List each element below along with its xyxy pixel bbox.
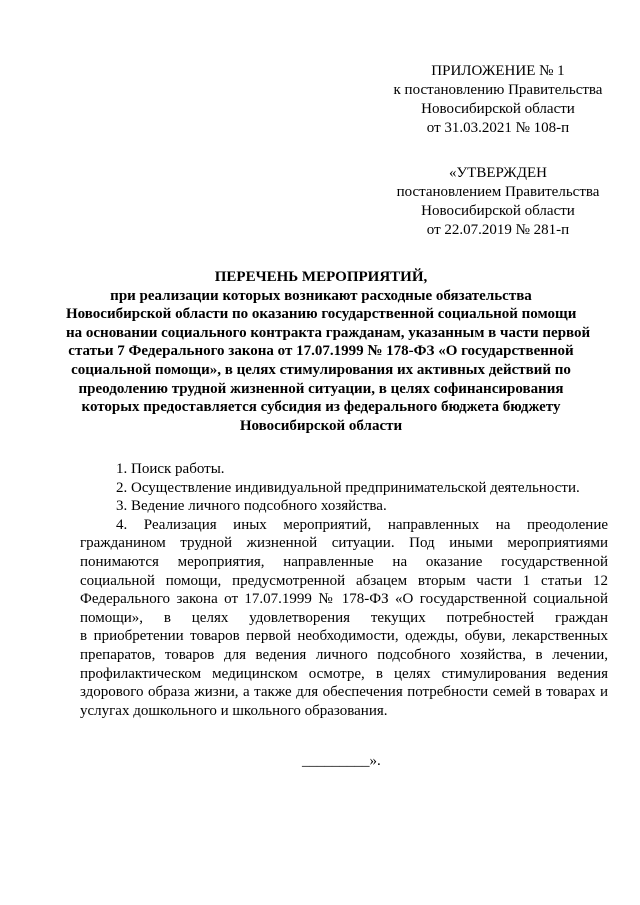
title-line: социальной помощи», в целях стимулирования их активных действий по (71, 361, 571, 378)
approved-region-line: Новосибирской области (421, 203, 575, 219)
list-item-4-line: понимаются мероприятия, направленные на оказание государственной (80, 553, 608, 570)
appendix-stamp (388, 62, 608, 138)
title-line: статьи 7 Федерального закона от 17.07.1999 № 178-ФЗ «О государственной (68, 343, 574, 360)
title-line: преодолению трудной жизненной ситуации, в целях софинансирования (78, 380, 564, 397)
title-heading: ПЕРЕЧЕНЬ МЕРОПРИЯТИЙ, (214, 269, 428, 285)
list-item-4 (80, 516, 608, 721)
approved-resolution-line: постановлением Правительства (396, 184, 600, 200)
list-item-4-line: помощи», в целях удовлетворения текущих потребностей граждан (80, 609, 608, 626)
appendix-date-line: от 31.03.2021 № 108-п (426, 120, 570, 136)
title-line: Новосибирской области (239, 417, 403, 434)
list-item-4-line: 4. Реализация иных мероприятий, направленных на преодоление (116, 516, 608, 533)
title-line: на основании социального контракта гражданам, указанным в части первой (66, 324, 591, 341)
list-item-4-line: в приобретении товаров первой необходимости, одежды, обуви, лекарственных (80, 628, 608, 645)
list-item-4-line: Федерального закона от 17.07.1999 № 178-ФЗ «О государственной социальной (80, 591, 608, 608)
appendix-heading: ПРИЛОЖЕНИЕ № 1 (431, 63, 565, 79)
list-item-4-line: препаратов, товаров для ведения личного подсобного хозяйства, в лечении, (80, 646, 608, 663)
list-item-4-line: гражданином трудной жизненной ситуации. Под иными мероприятиями (80, 535, 608, 552)
title-line: при реализации которых возникают расходные обязательства (110, 287, 532, 304)
measures-list (80, 460, 608, 720)
list-item-4-line: социальной помощи, предусмотренной абзацем вторым части 1 статьи 12 (80, 572, 608, 589)
document-title (66, 268, 591, 435)
title-line: которых предоставляется субсидия из федерального бюджета бюджету (81, 399, 561, 416)
list-item-4-line: здорового образа жизни, а также для обеспечения потребности семей в товарах и (80, 684, 608, 701)
closing-mark: _________». (302, 753, 381, 769)
approved-date-line: от 22.07.2019 № 281-п (426, 222, 570, 238)
list-item-4-line: услугах дошкольного и школьного образования. (80, 702, 388, 719)
approved-heading: «УТВЕРЖДЕН (449, 165, 547, 181)
list-item-4-line: профилактическом медицинском осмотре, в целях стимулирования ведения (80, 665, 608, 682)
list-item-3: 3. Ведение личного подсобного хозяйства. (116, 498, 387, 515)
title-line: Новосибирской области по оказанию государственной социальной помощи (66, 306, 577, 323)
list-item-1: 1. Поиск работы. (116, 461, 225, 477)
appendix-resolution-line: к постановлению Правительства (393, 82, 603, 98)
list-item-2: 2. Осуществление индивидуальной предпринимательской деятельности. (116, 479, 580, 496)
appendix-region-line: Новосибирской области (421, 101, 575, 117)
approved-stamp (388, 164, 608, 240)
